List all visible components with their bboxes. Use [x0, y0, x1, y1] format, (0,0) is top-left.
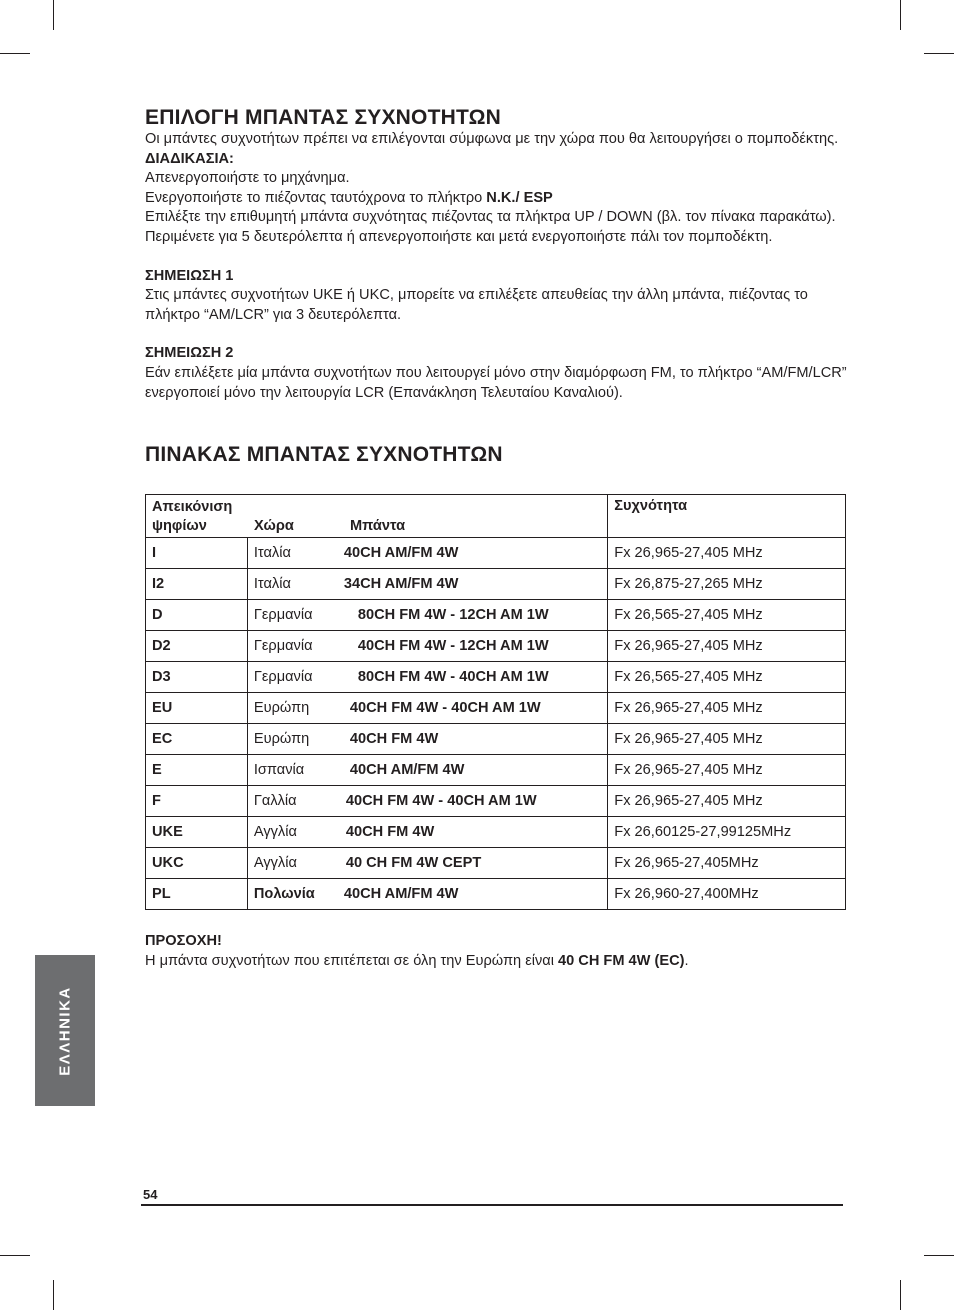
cell-band: 40 CH FM 4W CEPT [345, 855, 482, 872]
cell-country: Γερμανία [253, 669, 313, 686]
cell-display-code: PL [146, 879, 248, 910]
crop-mark [0, 53, 30, 54]
header-frequency: Συχνότητα [608, 495, 846, 538]
language-side-tab [35, 955, 95, 1106]
cell-country-band [247, 755, 607, 786]
page-content [145, 106, 847, 971]
cell-band: 40CH FM 4W - 40CH AM 1W [349, 700, 541, 717]
note-1-label: ΣΗΜΕΙΩΣΗ 1 [145, 267, 234, 284]
cell-display-code: D [146, 600, 248, 631]
cell-country: Ευρώπη [253, 700, 310, 717]
table-row [146, 848, 846, 879]
cell-frequency: Fx 26,875-27,265 MHz [608, 569, 846, 600]
header-display-l1: Απεικόνιση [152, 499, 233, 516]
section-title-band-selection: ΕΠΙΛΟΓΗ ΜΠΑΝΤΑΣ ΣΥΧΝΟΤΗΤΩΝ [145, 106, 502, 129]
cell-display-code: EU [146, 693, 248, 724]
cell-band: 40CH AM/FM 4W [349, 762, 465, 779]
crop-mark [53, 0, 54, 30]
cell-country-band [247, 600, 607, 631]
warning-label: ΠΡΟΣΟΧΗ! [145, 933, 222, 950]
footer-rule [141, 1204, 843, 1206]
step-1: Απενεργοποιήστε το μηχάνημα. [145, 170, 350, 187]
cell-country: Αγγλία [253, 824, 297, 841]
cell-country: Γαλλία [253, 793, 297, 810]
table-header-row [146, 495, 846, 538]
crop-mark [53, 1280, 54, 1310]
step-2-key: N.K./ ESP [486, 189, 553, 206]
cell-country-band [247, 538, 607, 569]
cell-country: Ισπανία [253, 762, 305, 779]
table-row [146, 786, 846, 817]
cell-country: Ιταλία [253, 576, 291, 593]
crop-mark [900, 1280, 901, 1310]
table-row [146, 569, 846, 600]
cell-frequency: Fx 26,965-27,405 MHz [608, 631, 846, 662]
step-4: Περιμένετε για 5 δευτερόλεπτα ή απενεργοποιήστε και μετά ενεργοποιήστε πάλι τον πομποδέκτη. [145, 228, 773, 245]
header-display-country-band [146, 495, 608, 538]
table-row [146, 662, 846, 693]
crop-mark [0, 1255, 30, 1256]
cell-display-code: F [146, 786, 248, 817]
cell-country: Πολωνία [253, 886, 315, 903]
side-tab-label: ΕΛΛΗΝΙΚΑ [56, 985, 74, 1076]
cell-frequency: Fx 26,965-27,405 MHz [608, 786, 846, 817]
header-country: Χώρα [254, 518, 294, 535]
cell-frequency: Fx 26,965-27,405 MHz [608, 538, 846, 569]
cell-band: 40CH FM 4W - 12CH AM 1W [357, 638, 549, 655]
band-table [145, 494, 846, 910]
cell-country: Γερμανία [253, 638, 313, 655]
table-row [146, 755, 846, 786]
cell-frequency: Fx 26,565-27,405 MHz [608, 662, 846, 693]
cell-band: 40CH FM 4W [349, 731, 439, 748]
cell-band: 40CH AM/FM 4W [343, 886, 459, 903]
cell-country: Ευρώπη [253, 731, 310, 748]
crop-mark [924, 53, 954, 54]
cell-country-band [247, 693, 607, 724]
note-1-text: Στις μπάντες συχνοτήτων UKE ή UKC, μπορείτε να επιλέξετε απευθείας την άλλη μπάντα, πιέζοντας το πλήκτρο “AM/LCR” για 3 δευτερόλεπτα. [145, 287, 808, 323]
cell-country: Αγγλία [253, 855, 297, 872]
crop-mark [924, 1255, 954, 1256]
cell-display-code: EC [146, 724, 248, 755]
step-3: Επιλέξτε την επιθυμητή μπάντα συχνότητας πιέζοντας τα πλήκτρα UP / DOWN (βλ. τον πίνακα παρακάτω). [145, 209, 836, 226]
cell-band: 80CH FM 4W - 40CH AM 1W [357, 669, 549, 686]
cell-country: Ιταλία [253, 545, 291, 562]
cell-country-band [247, 879, 607, 910]
cell-country-band [247, 786, 607, 817]
procedure-label: ΔΙΑΔΙΚΑΣΙΑ: [145, 150, 234, 167]
cell-country-band [247, 724, 607, 755]
page-number: 54 [143, 1187, 158, 1202]
table-row [146, 538, 846, 569]
note-2-text: Εάν επιλέξετε μία μπάντα συχνοτήτων που λειτουργεί μόνο στην διαμόρφωση FM, το πλήκτρο “AM/FM/LCR” ενεργοποιεί μόνο την λειτουργία LCR (Επανάκληση Τελευταίου Καναλιού). [145, 364, 847, 401]
cell-display-code: UKC [146, 848, 248, 879]
cell-band: 40CH FM 4W - 40CH AM 1W [345, 793, 537, 810]
cell-frequency: Fx 26,965-27,405 MHz [608, 724, 846, 755]
warning-text: Η μπάντα συχνοτήτων που επιτέπεται σε όλη την Ευρώπη είναι 40 CH FM 4W (EC). [145, 952, 689, 969]
table-row [146, 879, 846, 910]
cell-frequency: Fx 26,965-27,405MHz [608, 848, 846, 879]
cell-country-band [247, 662, 607, 693]
cell-display-code: I2 [146, 569, 248, 600]
cell-country-band [247, 569, 607, 600]
step-2 [145, 189, 847, 209]
table-row [146, 600, 846, 631]
header-display-l2: ψηφίων [152, 518, 207, 535]
note-2-label: ΣΗΜΕΙΩΣΗ 2 [145, 345, 234, 362]
step-2-text: Ενεργοποιήστε το πιέζοντας ταυτόχρονα το πλήκτρο [145, 189, 487, 206]
section-title-band-table: ΠΙΝΑΚΑΣ ΜΠΑΝΤΑΣ ΣΥΧΝΟΤΗΤΩΝ [145, 443, 503, 467]
cell-country-band [247, 817, 607, 848]
cell-frequency: Fx 26,965-27,405 MHz [608, 755, 846, 786]
cell-band: 34CH AM/FM 4W [343, 576, 459, 593]
cell-band: 40CH FM 4W [345, 824, 435, 841]
cell-display-code: D3 [146, 662, 248, 693]
cell-display-code: UKE [146, 817, 248, 848]
cell-country-band [247, 631, 607, 662]
intro-text: Οι μπάντες συχνοτήτων πρέπει να επιλέγονται σύμφωνα με την χώρα που θα λειτουργήσει ο πομποδέκτης. [145, 131, 839, 147]
cell-frequency: Fx 26,60125-27,99125MHz [608, 817, 846, 848]
table-row [146, 631, 846, 662]
cell-frequency: Fx 26,565-27,405 MHz [608, 600, 846, 631]
header-band: Μπάντα [350, 518, 406, 535]
table-row [146, 724, 846, 755]
cell-band: 80CH FM 4W - 12CH AM 1W [357, 607, 549, 624]
crop-mark [900, 0, 901, 30]
cell-frequency: Fx 26,960-27,400MHz [608, 879, 846, 910]
cell-display-code: D2 [146, 631, 248, 662]
cell-country-band [247, 848, 607, 879]
table-row [146, 817, 846, 848]
table-row [146, 693, 846, 724]
cell-band: 40CH AM/FM 4W [343, 545, 459, 562]
cell-frequency: Fx 26,965-27,405 MHz [608, 693, 846, 724]
cell-display-code: I [146, 538, 248, 569]
cell-display-code: E [146, 755, 248, 786]
warning-highlight: 40 CH FM 4W (EC) [558, 952, 685, 969]
cell-country: Γερμανία [253, 607, 313, 624]
